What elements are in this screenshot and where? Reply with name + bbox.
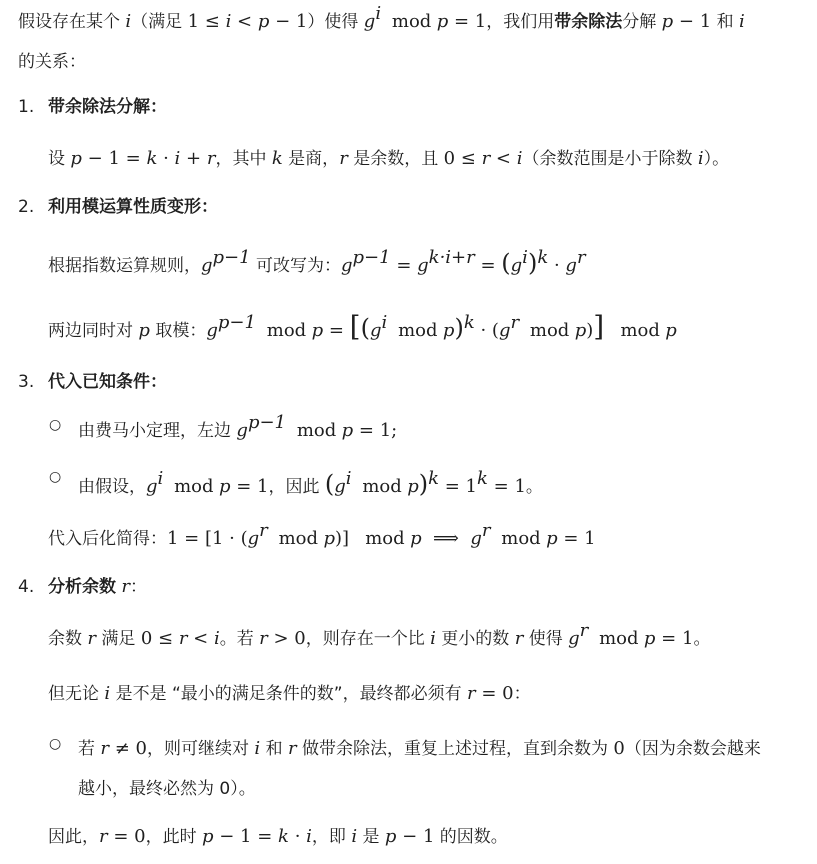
step-3-bullet-1: 由费马小定理，左边 $g^{p-1}$ mod p = 1; <box>78 412 398 441</box>
intro-line-2: 的关系： <box>18 52 86 72</box>
step-2-title: 利用模运算性质变形： <box>48 197 218 217</box>
step-1-body: 设 p − 1 = k · i + r，其中 k 是商，r 是余数，且 0 ≤ r < i（余数范围是小于除数 i）。 <box>48 148 730 169</box>
step-1-number: 1. <box>18 97 35 117</box>
bullet-circle-icon: ○ <box>49 469 62 485</box>
step-1-title: 带余除法分解： <box>48 97 167 117</box>
step-4-bullet-line-1: 若 r ≠ 0，则可继续对 i 和 r 做带余除法，重复上述过程，直到余数为 0（因为余数会越来 <box>78 738 761 759</box>
step-3-number: 3. <box>18 372 35 392</box>
bullet-circle-icon: ○ <box>49 417 62 433</box>
step-4-title: 分析余数 r： <box>48 576 148 597</box>
step-3-title: 代入已知条件： <box>48 372 167 392</box>
step-4-conclusion: 因此，r = 0，此时 p − 1 = k · i，即 i 是 p − 1 的因数。 <box>48 826 508 847</box>
step-2-number: 2. <box>18 197 35 217</box>
step-2-both-sides: 两边同时对 p 取模：$g^{p-1}$ mod $p = [(g^i$ mod $p)^k \cdot (g^r$ mod p)] mod p <box>48 310 677 343</box>
step-3-simplify: 代入后化简得：$1 = [1 \cdot (g^r$ mod p)] mod p ⟹ $g^r$ mod p = 1 <box>48 520 596 549</box>
intro-line-1: 假设存在某个 i（满足 1 ≤ i < p − 1）使得 $g^i$ mod p = 1，我们用带余除法分解 p − 1 和 i <box>18 3 745 32</box>
step-4-para-2: 但无论 i 是不是 “最小的满足条件的数”，最终都必须有 r = 0： <box>48 683 531 704</box>
bullet-circle-icon: ○ <box>49 736 62 752</box>
step-2-rule: 根据指数运算规则，$g^{p-1}$ 可改写为：$g^{p-1} = g^{k\cdot i+r} = (g^i)^k \cdot g^r$ <box>48 247 586 277</box>
step-4-para-1: 余数 r 满足 0 ≤ r < i。若 r > 0，则存在一个比 i 更小的数 r 使得 $g^r$ mod p = 1。 <box>48 620 711 649</box>
step-4-number: 4. <box>18 577 35 597</box>
step-4-bullet-line-2: 越小，最终必然为 0）。 <box>78 779 256 799</box>
step-3-bullet-2: 由假设，$g^i$ mod p = 1，因此 ($g^i$ mod $p)^k = 1^k = 1$。 <box>78 468 543 498</box>
